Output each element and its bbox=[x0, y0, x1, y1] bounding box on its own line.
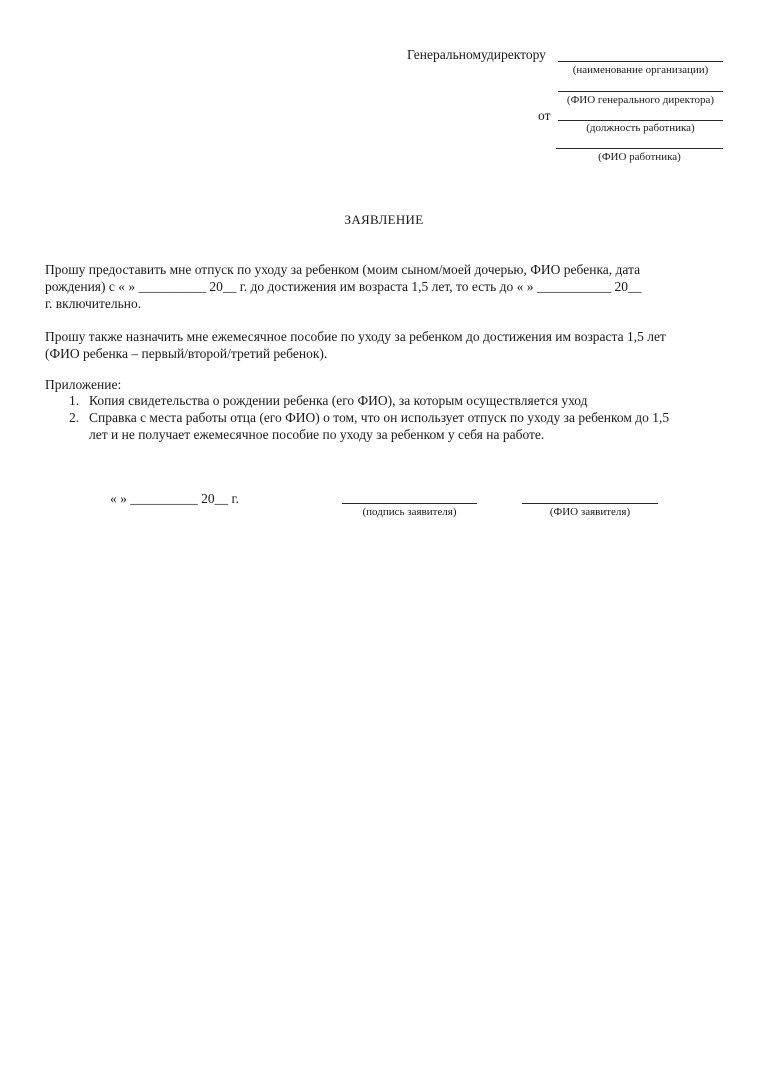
applicant-name-caption: (ФИО заявителя) bbox=[549, 506, 631, 518]
director-blank-line bbox=[558, 91, 723, 92]
attachment-item-2-line2: лет и не получает ежемесячное пособие по уходу за ребенком у себя на работе. bbox=[89, 427, 545, 442]
employee-caption: (ФИО работника) bbox=[598, 151, 681, 163]
position-caption: (должность работника) bbox=[586, 122, 695, 134]
document-title: ЗАЯВЛЕНИЕ bbox=[344, 212, 424, 227]
attachment-item-1-line1: Копия свидетельства о рождении ребенка (его ФИО), за которым осуществляется уход bbox=[89, 393, 588, 408]
signature-caption: (подпись заявителя) bbox=[362, 506, 457, 518]
paragraph2-line1: Прошу также назначить мне ежемесячное пособие по уходу за ребенком до достижения им возраста 1,5 лет bbox=[45, 329, 666, 344]
paragraph1-line3: г. включительно. bbox=[45, 296, 142, 311]
director-caption: (ФИО генерального директора) bbox=[566, 94, 715, 106]
attachment-item-2-line1: Справка с места работы отца (его ФИО) о том, что он использует отпуск по уходу за ребенком до 1,5 bbox=[89, 410, 670, 425]
paragraph1-line1: Прошу предоставить мне отпуск по уходу за ребенком (моим сыном/моей дочерью, ФИО ребенка, дата bbox=[45, 262, 641, 277]
paragraph2-line2: (ФИО ребенка – первый/второй/третий ребенок). bbox=[45, 346, 328, 361]
attachment-number: 1. bbox=[69, 393, 80, 408]
addressee-label: Генеральномудиректору bbox=[407, 47, 546, 62]
applicant-name-blank-line bbox=[522, 503, 658, 504]
signature-blank-line bbox=[342, 503, 477, 504]
paragraph1-line2: рождения) с « » __________ 20__ г. до достижения им возраста 1,5 лет, то есть до « » ___________ 20__ bbox=[45, 279, 642, 294]
attachments-label: Приложение: bbox=[45, 377, 122, 392]
org-blank-line bbox=[558, 61, 723, 62]
position-blank-line bbox=[558, 120, 723, 121]
from-label: от bbox=[538, 108, 551, 123]
org-caption: (наименование организации) bbox=[572, 64, 709, 76]
attachment-number: 2. bbox=[69, 410, 80, 425]
employee-blank-line bbox=[556, 148, 723, 149]
signature-date: « » __________ 20__ г. bbox=[110, 491, 239, 506]
